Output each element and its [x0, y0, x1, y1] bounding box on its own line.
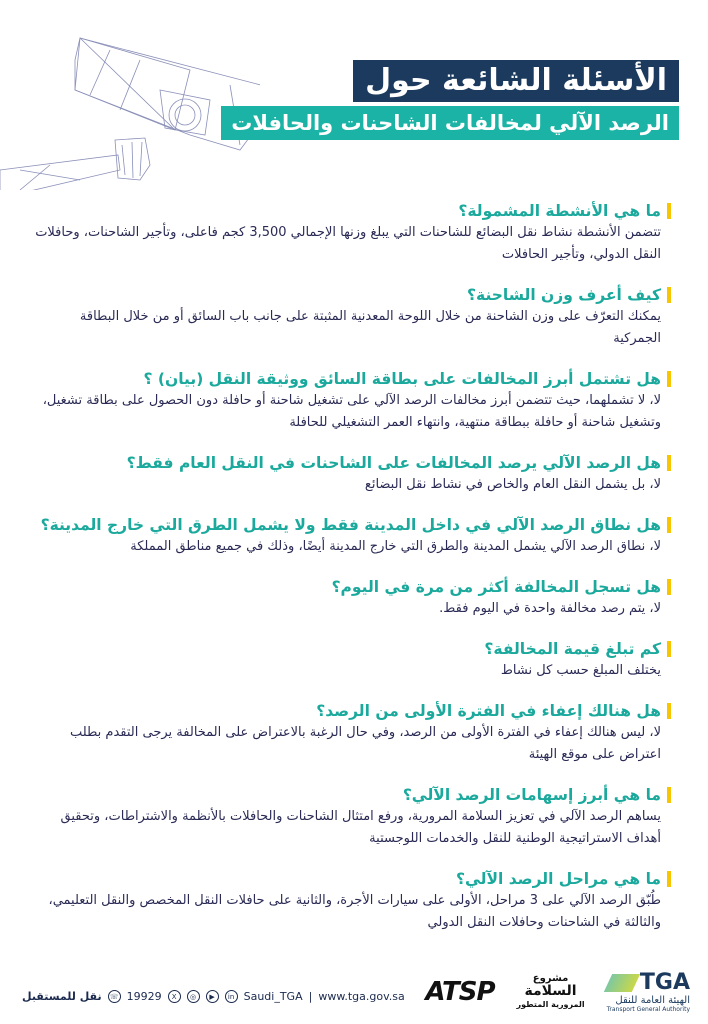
- faq-answer: يمكنك التعرّف على وزن الشاحنة من خلال اللوحة المعدنية المثبتة على جانب باب السائق أو من خلال البطاقة الجمركية: [79, 309, 661, 346]
- surveillance-camera-illustration: [0, 20, 260, 190]
- page-subtitle: الرصد الآلي لمخالفات الشاحنات والحافلات: [221, 106, 679, 140]
- website-link[interactable]: www.tga.gov.sa: [318, 990, 405, 1003]
- accent-bar: [667, 455, 671, 471]
- faq-question: ما هي الأنشطة المشمولة؟: [458, 202, 661, 220]
- faq-item: [31, 452, 671, 496]
- faq-question: هل تسجل المخالفة أكثر من مرة في اليوم؟: [331, 578, 661, 596]
- faq-question: هل نطاق الرصد الآلي في داخل المدينة فقط ولا يشمل الطرق التي خارج المدينة؟: [40, 516, 661, 534]
- phone-number[interactable]: 19929: [126, 990, 162, 1003]
- faq-item: [31, 368, 671, 434]
- faq-item: [31, 868, 671, 934]
- faq-answer: لا، يتم رصد مخالفة واحدة في اليوم فقط.: [439, 601, 661, 616]
- footer-logos: [425, 970, 690, 1013]
- faq-question: ما هي مراحل الرصد الآلي؟: [455, 870, 661, 888]
- faq-item: [31, 784, 671, 850]
- faq-answer: يساهم الرصد الآلي في تعزيز السلامة المرورية، ورفع امتثال الشاحنات والحافلات بالأنظمة والاشتراطات، وتحقيق أهداف الاستراتيجية الوطنية للنقل والخدمات اللوجستية: [60, 809, 661, 846]
- faq-answer: لا، بل يشمل النقل العام والخاص في نشاط نقل البضائع: [364, 477, 661, 492]
- slogan: نقل للمستقبل: [22, 990, 102, 1003]
- accent-bar: [667, 371, 671, 387]
- faq-answer: لا، ليس هنالك إعفاء في الفترة الأولى من الرصد، وفي حال الرغبة بالاعتراض على المخالفة يرجى التقدم بطلب اعتراض على موقع الهيئة: [69, 725, 661, 762]
- atsp-logo: ATSP: [425, 976, 495, 1007]
- linkedin-icon[interactable]: in: [225, 990, 238, 1003]
- safety-project-line-3: المرورية المتطور: [516, 1000, 585, 1009]
- faq-question: كم تبلغ قيمة المخالفة؟: [484, 640, 661, 658]
- accent-bar: [667, 871, 671, 887]
- tga-arabic-name: الهيئة العامة للنقل: [615, 995, 690, 1006]
- safety-project-line-2: السلامة: [524, 983, 577, 999]
- faq-item: [31, 576, 671, 620]
- accent-bar: [667, 703, 671, 719]
- page-title: الأسئلة الشائعة حول: [353, 60, 679, 102]
- accent-bar: [667, 787, 671, 803]
- faq-answer: لا، نطاق الرصد الآلي يشمل المدينة والطرق التي خارج المدينة أيضًا، وذلك في جميع مناطق المملكة: [130, 539, 661, 554]
- faq-answer: تتضمن الأنشطة نشاط نقل البضائع للشاحنات التي يبلغ وزنها الإجمالي 3,500 كجم فاعلى، وتأجير الشاحنات، وحافلات النقل الدولي، وتأجير الحافلات: [35, 225, 661, 262]
- faq-question: ما هي أبرز إسهامات الرصد الآلي؟: [402, 786, 661, 804]
- phone-icon: ☏: [108, 990, 121, 1003]
- faq-item: [31, 638, 671, 682]
- faq-question: هل هنالك إعفاء في الفترة الأولى من الرصد؟: [316, 702, 661, 720]
- faq-answer: طُبّق الرصد الآلي على 3 مراحل، الأولى على سيارات الأجرة، والثانية على حافلات النقل المخصص والنقل التعليمي، والثالثة في الشاحنات وحافلات النقل الدولي: [48, 893, 661, 930]
- accent-bar: [667, 203, 671, 219]
- tga-mark-icon: [604, 974, 640, 992]
- faq-answer: لا، لا تشملهما، حيث تتضمن أبرز مخالفات الرصد الآلي على تشغيل شاحنة أو حافلة دون الحصول على بطاقة تشغيل، وتشغيل شاحنة أو حافلة ببطاقة منتهية، وانتهاء العمر التشغيلي للحافلة: [42, 393, 661, 430]
- faq-question: هل تشتمل أبرز المخالفات على بطاقة السائق ووثيقة النقل (بيان) ؟: [143, 370, 661, 388]
- instagram-icon[interactable]: ◎: [187, 990, 200, 1003]
- x-icon[interactable]: X: [168, 990, 181, 1003]
- separator: |: [308, 990, 313, 1003]
- social-handle[interactable]: Saudi_TGA: [243, 990, 303, 1003]
- youtube-icon[interactable]: ▶: [206, 990, 219, 1003]
- safety-project-line-1: مشروع: [532, 973, 569, 984]
- tga-abbr: TGA: [639, 970, 690, 995]
- accent-bar: [667, 287, 671, 303]
- faq-answer: يختلف المبلغ حسب كل نشاط: [500, 663, 661, 678]
- faq-item: [31, 284, 671, 350]
- faq-item: [31, 200, 671, 266]
- faq-question: هل الرصد الآلي يرصد المخالفات على الشاحنات في النقل العام فقط؟: [126, 454, 661, 472]
- accent-bar: [667, 641, 671, 657]
- footer-contact: [22, 990, 405, 1003]
- faq-question: كيف أعرف وزن الشاحنة؟: [467, 286, 661, 304]
- safety-project-logo: [517, 973, 585, 1010]
- tga-english-name: Transport General Authority: [606, 1006, 690, 1013]
- accent-bar: [667, 517, 671, 533]
- tga-logo: [607, 970, 690, 1013]
- accent-bar: [667, 579, 671, 595]
- faq-item: [31, 514, 671, 558]
- faq-list: [31, 200, 671, 952]
- faq-item: [31, 700, 671, 766]
